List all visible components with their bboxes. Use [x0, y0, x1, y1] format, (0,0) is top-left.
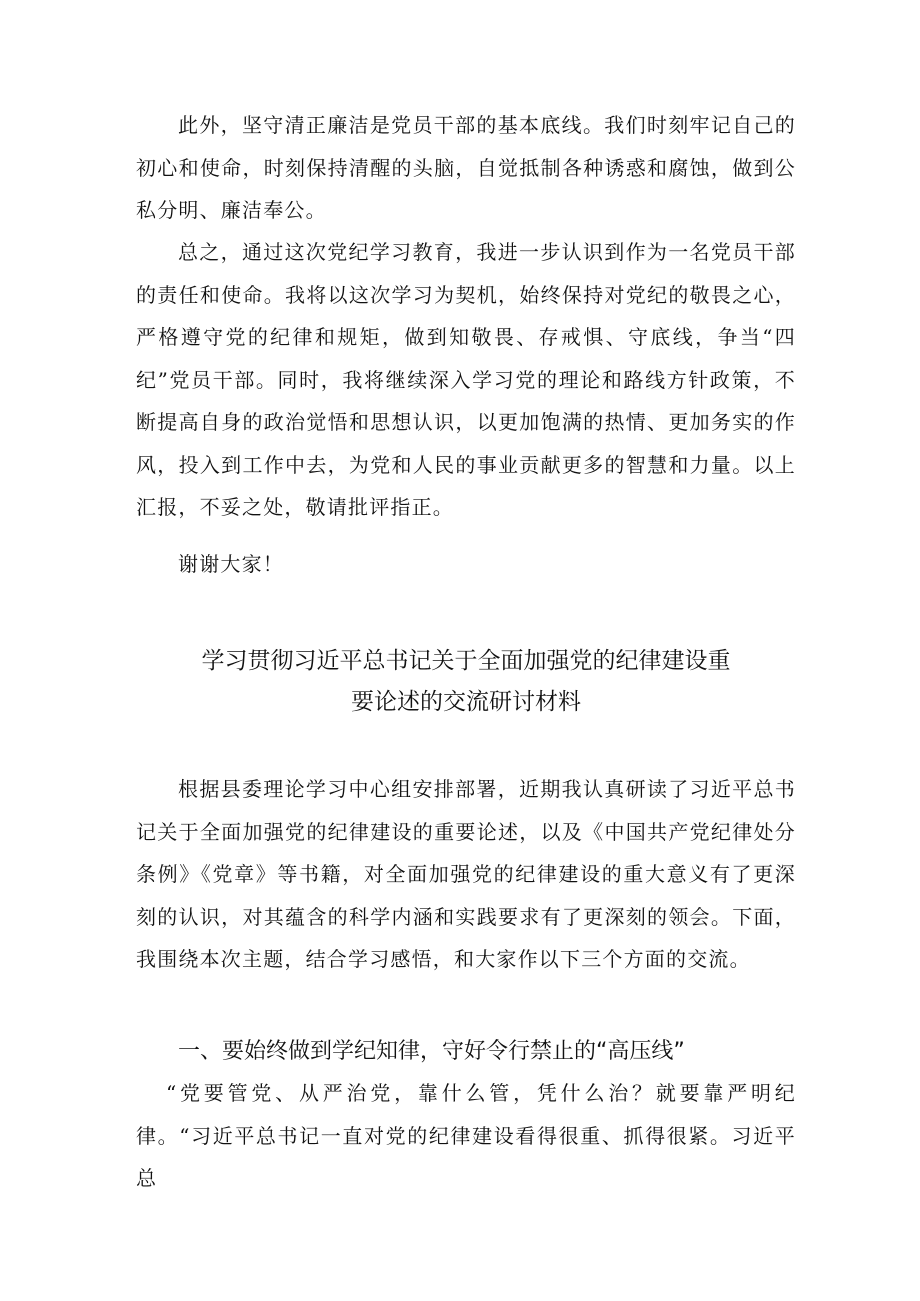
paragraph-thanks: 谢谢大家！ — [178, 552, 284, 576]
paragraph-section-1: “党要管党、从严治党，靠什么管，凭什么治？就要靠严明纪律。“习近平总书记一直对党的纪律建设看得很重、抓得很紧。习近平总 — [136, 1081, 796, 1190]
paragraph-intro: 根据县委理论学习中心组安排部署，近期我认真研读了习近平总书记关于全面加强党的纪律建设的重要论述，以及《中国共产党纪律处分条例》《党章》等书籍，对全面加强党的纪律建设的重大意义有了更深刻的认识，对其蕴含的科学内涵和实践要求有了更深刻的领会。下面，我围绕本次主题，结合学习感悟，和大家作以下三个方面的交流。 — [136, 777, 796, 971]
title-line-1: 学习贯彻习近平总书记关于全面加强党的纪律建设重 — [201, 648, 731, 674]
paragraph-conclusion: 总之，通过这次党纪学习教育，我进一步认识到作为一名党员干部的责任和使命。我将以这次学习为契机，始终保持对党纪的敬畏之心，严格遵守党的纪律和规矩，做到知敬畏、存戒惧、守底线，争当“四纪”党员干部。同时，我将继续深入学习党的理论和路线方针政策，不断提高自身的政治觉悟和思想认识，以更加饱满的热情、更加务实的作风，投入到工作中去，为党和人民的事业贡献更多的智慧和力量。以上汇报，不妥之处，敬请批评指正。 — [136, 240, 796, 519]
title-line-2: 要论述的交流研讨材料 — [351, 689, 581, 715]
section-heading-1: 一、要始终做到学纪知律，守好令行禁止的“高压线” — [178, 1039, 685, 1064]
paragraph-integrity: 此外，坚守清正廉洁是党员干部的基本底线。我们时刻牢记自己的初心和使命，时刻保持清醒的头脑，自觉抵制各种诱惑和腐蚀，做到公私分明、廉洁奉公。 — [136, 113, 796, 222]
